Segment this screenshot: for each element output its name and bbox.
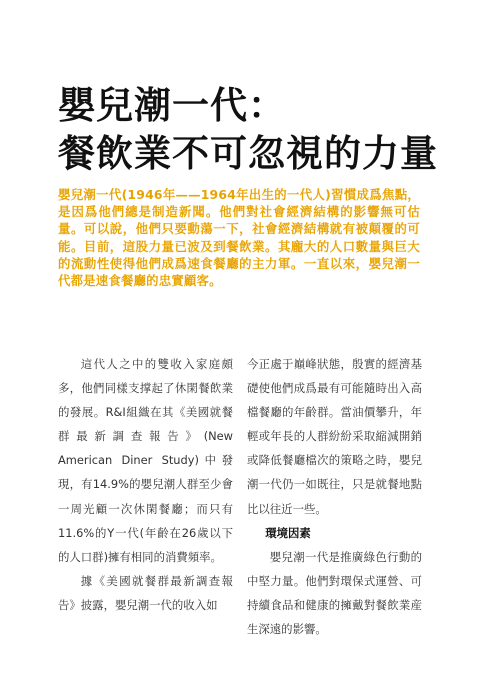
section-heading: 環境因素 [265, 525, 311, 540]
right-column [247, 352, 422, 641]
lead-paragraph: 嬰兒潮一代(1946年——1964年出生的一代人)習慣成爲焦點，是因爲他們總是制造新聞。他們對社會經濟結構的影響無可估量。可以說，他們只要動蕩一下，社會經濟結構就有被顛覆的可能。目前，這股力量已波及到餐飲業。其龐大的人口數量與巨大的流動性使得他們成爲速食餐廳的主力軍。一直以來，嬰兒潮一代都是速食餐廳的忠實顧客。 [58, 187, 420, 289]
title-line-1: 嬰兒潮一代： [58, 84, 286, 127]
article-title [58, 82, 458, 178]
left-paragraph-2: 據《美國就餐群最新調查報告》披露，嬰兒潮一代的收入如 [58, 573, 233, 612]
right-paragraph-1: 今正處于巔峰狀態，殷實的經濟基礎使他們成爲最有可能隨時出入高檔餐廳的年齡群。當油價攀升，年輕或年長的人群紛紛采取縮減開銷或降低餐廳檔次的策略之時，嬰兒潮一代仍一如既往，只是就餐地點比以往近一些。 [247, 357, 422, 516]
title-line-2: 餐飲業不可忽視的力量 [58, 132, 438, 175]
body-columns [58, 352, 423, 652]
left-column [58, 352, 233, 617]
left-paragraph-1: 這代人之中的雙收入家庭頗多，他們同樣支撑起了休閑餐飲業的發展。R&I組織在其《美國就餐群最新調查報告》(New American Diner Study)中發現，有14.9%的嬰兒潮人群至少會一周光顧一次休閑餐廳；而只有11.6%的Y一代(年齡在26歲以下的人口群)擁有相同的消費頻率。 [58, 357, 233, 564]
right-paragraph-2: 嬰兒潮一代是推廣綠色行動的中堅力量。他們對環保式運營、可持續食品和健康的擁戴對餐飲業産生深遠的影響。 [247, 549, 422, 637]
